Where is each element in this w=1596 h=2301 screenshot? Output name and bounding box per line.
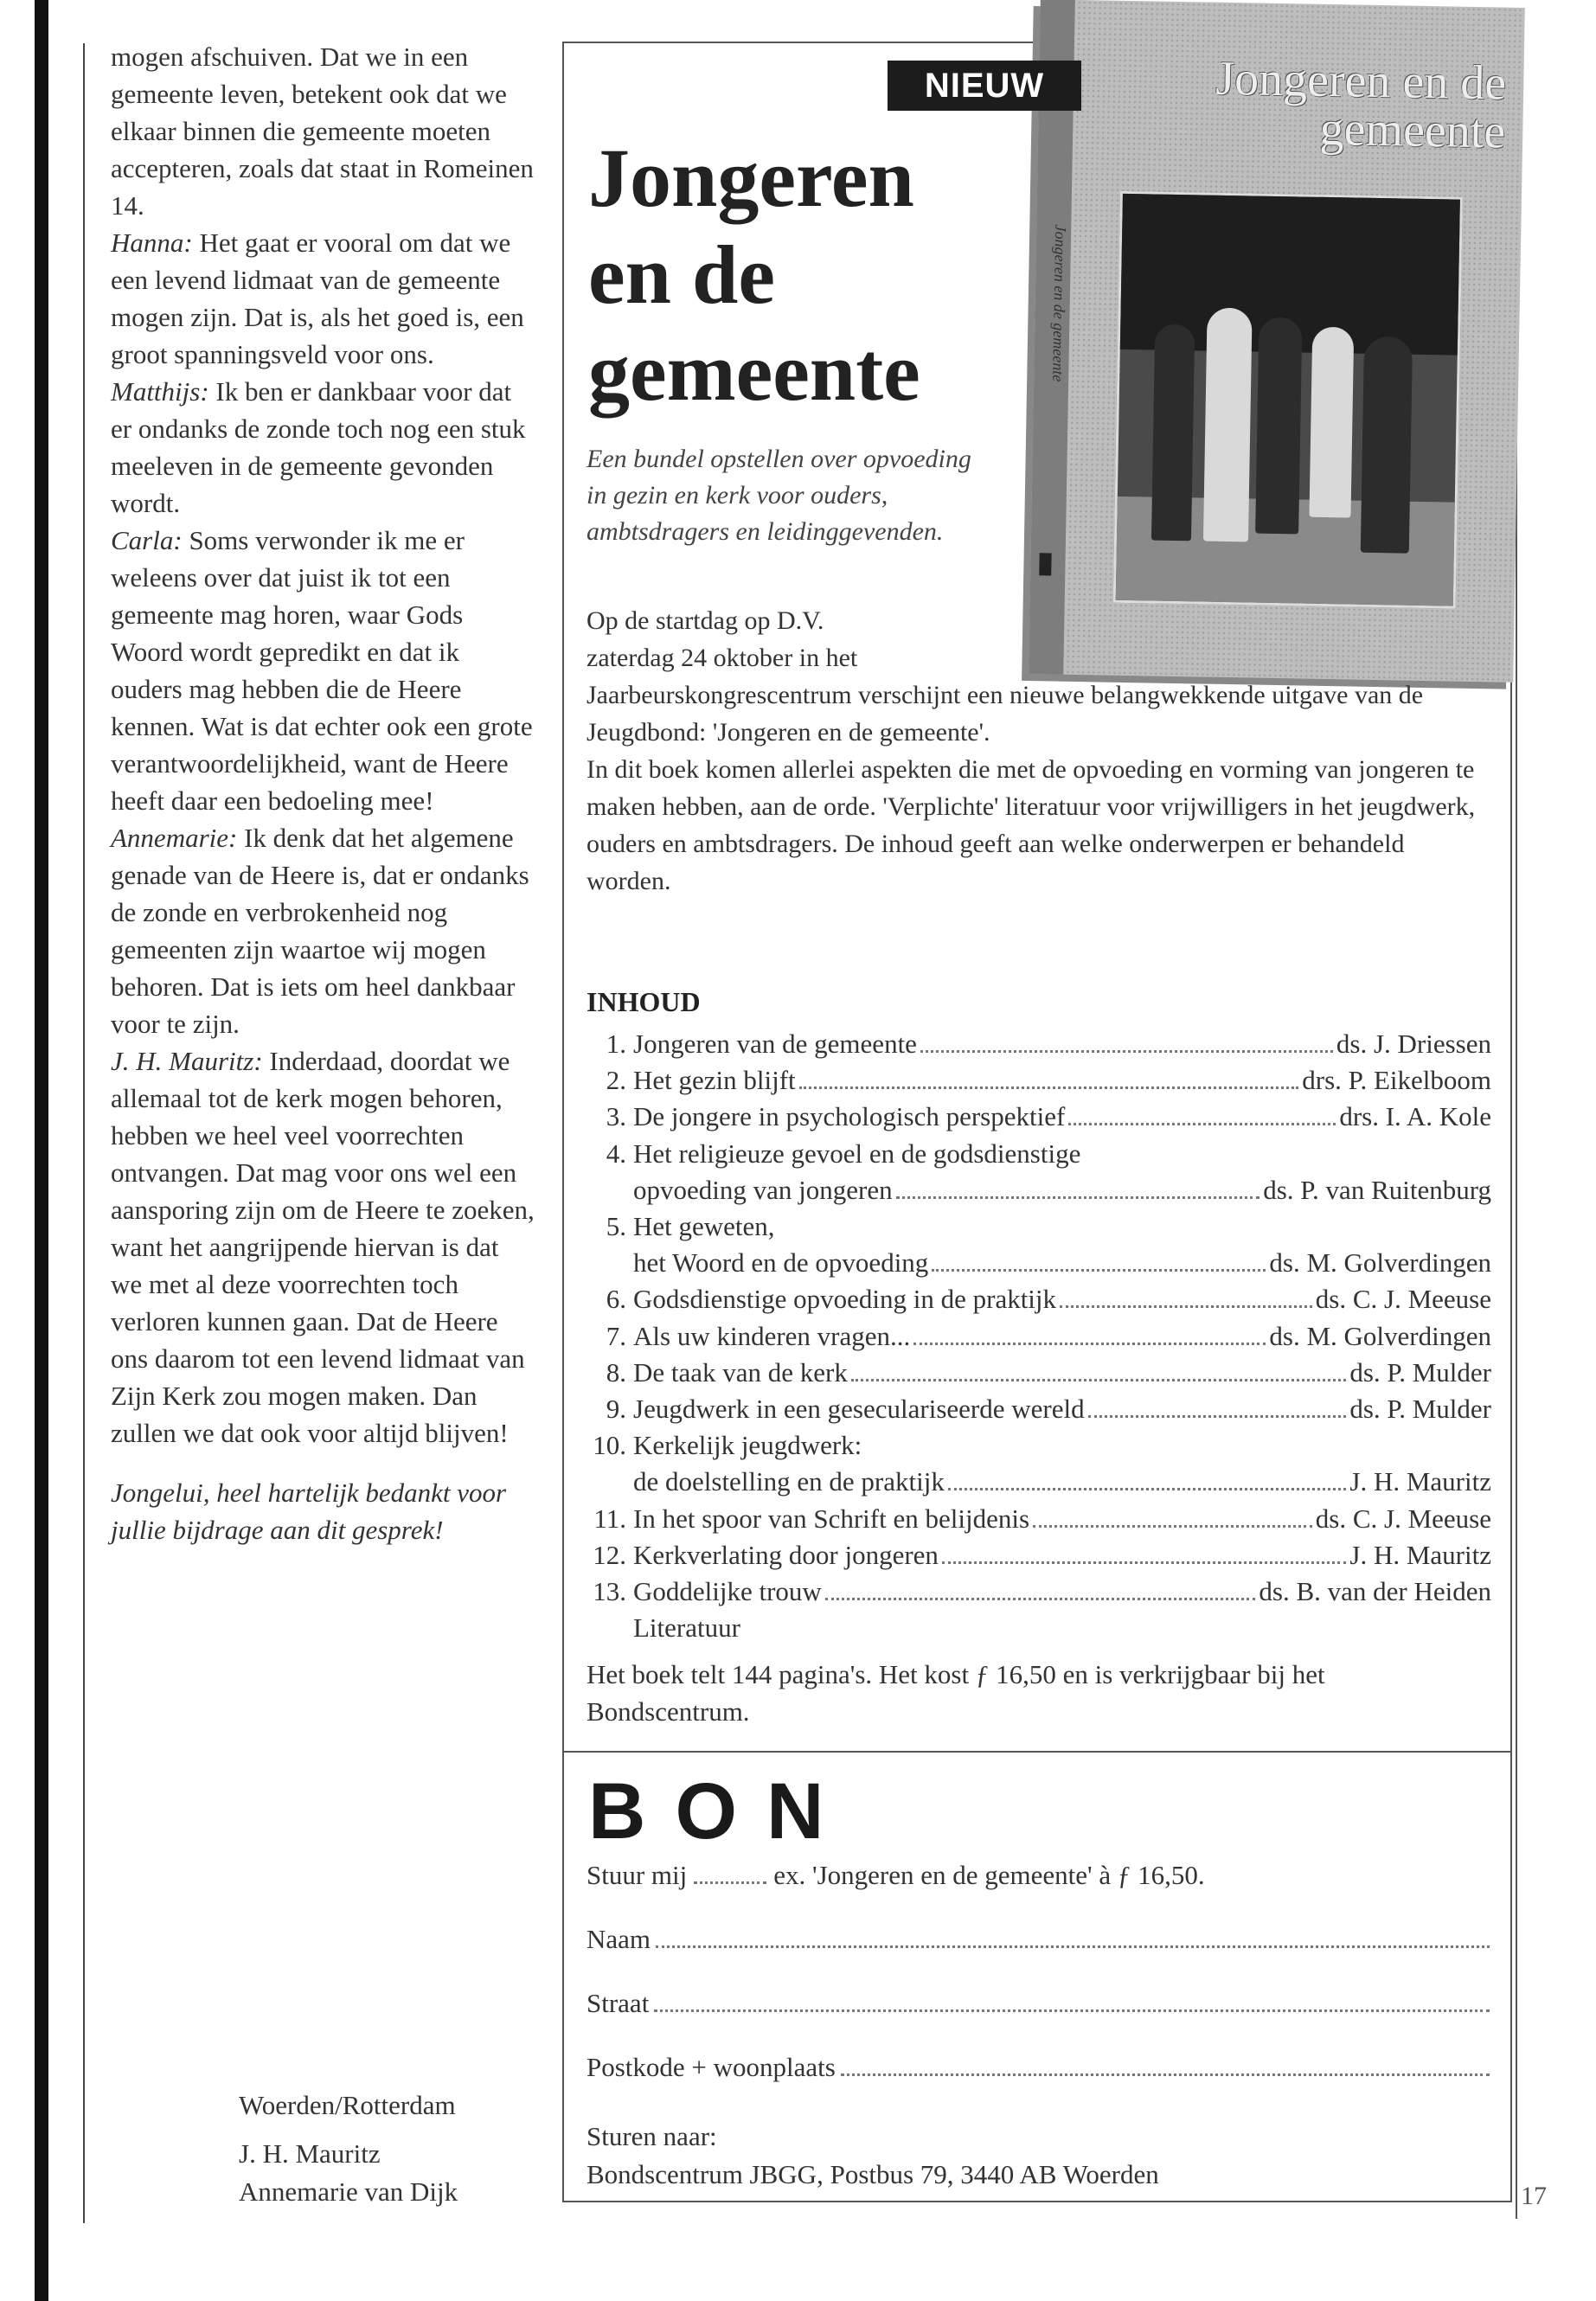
toc-title: opvoeding van jongeren [633,1174,893,1205]
toc-dot-leader [948,1488,1347,1490]
book-cover-photo [1113,191,1463,609]
toc-author: ds. C. J. Meeuse [1315,1284,1491,1315]
toc-number: 12. [593,1539,626,1570]
toc-number: 5. [606,1211,626,1242]
toc-item [588,1099,1491,1135]
page-edge-rule [1516,290,1517,2219]
toc-author: ds. M. Golverdingen [1269,1247,1491,1279]
toc-dot-leader [1033,1525,1312,1528]
sign-name-1: J. H. Mauritz [239,2138,381,2169]
page-binding-edge [35,0,48,2301]
photo-figure [1255,317,1302,535]
toc-author: ds. M. Golverdingen [1269,1320,1491,1351]
toc-title-part: Het religieuze gevoel en de godsdienstige [633,1138,1081,1169]
new-badge: NIEUW [888,61,1081,111]
intro-paragraph-2: In dit boek komen allerlei aspekten die met de opvoeding en vorming van jongeren te maken hebben, aan de orde. 'Verplichte' literatuur voor vrijwilligers in het jeugdwerk, ouders en ambtsdragers. De inhoud geeft aan welke onderwerpen er behandeld worden. [586,755,1476,895]
send-to [586,2118,1159,2194]
toc-item [588,1245,1491,1281]
intro-line-3: Jaarbeurskongrescentrum verschijnt een nieuwe belangwekkende uitgave van de Jeugdbond: 'Jongeren en de gemeente'. [586,681,1424,747]
coupon-separator [562,1751,1512,1753]
toc-author: J. H. Mauritz [1349,1466,1491,1497]
street-label: Straat [586,1988,650,2018]
toc-number: 8. [606,1356,626,1388]
paragraph-matthijs: Matthijs: Ik ben er dankbaar voor dat er ondanks de zonde toch nog een stuk meeleven in de gemeente gevonden wordt. [111,376,526,518]
signature-block [239,2086,458,2211]
page-number: 17 [1521,2182,1547,2210]
toc-dot-leader [799,1086,1299,1089]
table-of-contents [588,1026,1491,1646]
toc-item [588,1172,1491,1208]
toc-dot-leader [932,1269,1266,1272]
toc-number: 6. [606,1284,626,1315]
photo-figure [1361,336,1413,554]
name-label: Naam [586,1924,651,1954]
postcode-row [586,2052,1490,2116]
toc-dot-leader [851,1379,1346,1381]
sign-name-2: Annemarie van Dijk [239,2176,458,2207]
toc-author: drs. P. Eikelboom [1302,1065,1491,1096]
toc-author: ds. J. Driessen [1336,1029,1491,1059]
toc-item [588,1391,1491,1427]
paragraph-mauritz: J. H. Mauritz: Inderdaad, doordat we allemaal tot de kerk mogen behoren, hebben we heel veel voorrechten ontvangen. Dat mag voor ons wel een aansporing zijn om de Heere te zoeken, want het aangrijpende hiervan is dat we met al deze voorrechten toch verloren kunnen gaan. Dat de Heere ons daarom tot een levend lidmaat van Zijn Kerk zou mogen maken. Dan zullen we dat ook voor altijd blijven! [111,1046,535,1448]
book-cover-image [1029,0,1525,683]
toc-dot-leader [942,1561,1346,1564]
coupon-heading: BON [588,1767,854,1856]
toc-number: 9. [606,1394,626,1425]
left-column-rule [83,43,85,2223]
toc-dot-leader [896,1196,1260,1199]
toc-number: 2. [606,1065,626,1096]
toc-number: 4. [606,1138,626,1169]
toc-title: de doelstelling en de praktijk [633,1466,945,1497]
toc-author: ds. P. Mulder [1349,1356,1491,1388]
paragraph-carla: Carla: Soms verwonder ik me er weleens over dat juist ik tot een gemeente mag horen, waar Gods Woord wordt gepredikt en dat ik ouders mag hebben die de Heere kennen. Wat is dat echter ook een grote verantwoordelijkheid, want de Heere heeft daar een bedoeling mee! [111,525,533,816]
toc-title: het Woord en de opvoeding [633,1247,929,1279]
ad-intro [586,602,1477,900]
toc-number: 1. [606,1029,626,1059]
order-label-pre: Stuur mij [586,1860,688,1890]
toc-title: In het spoor van Schrift en belijdenis [633,1503,1030,1534]
toc-author: drs. I. A. Kole [1339,1101,1491,1132]
toc-item [588,1464,1491,1500]
name-field[interactable] [656,1945,1490,1948]
toc-title: Jeugdwerk in een geseculariseerde wereld [633,1394,1085,1425]
headline-line-3: gemeente [588,325,920,418]
toc-number: 11. [593,1503,626,1534]
toc-author: ds. B. van der Heiden [1259,1576,1491,1607]
book-spine-title: Jongeren en de gemeente [1049,224,1070,382]
toc-title: De jongere in psychologisch perspektief [633,1101,1066,1132]
paragraph-0: mogen afschuiven. Dat we in een gemeente leven, betekent ook dat we elkaar binnen die gemeente moeten accepteren, zoals dat staat in Romeinen 14. [111,42,534,221]
order-quantity-row [586,1860,1490,1924]
toc-number: 7. [606,1320,626,1351]
toc-item-heading [588,1427,1491,1464]
toc-dot-leader [1068,1123,1336,1125]
postcode-label: Postkode + woonplaats [586,2052,836,2082]
toc-item [588,1062,1491,1099]
intro-line-2: zaterdag 24 oktober in het [586,644,858,672]
toc-title-part: Kerkelijk jeugdwerk: [633,1430,862,1461]
toc-literature [588,1610,1491,1646]
toc-dot-leader [1060,1305,1312,1308]
toc-dot-leader [920,1050,1333,1053]
headline-line-2: en de [588,228,775,321]
paragraph-hanna: Hanna: Het gaat er vooral om dat we een levend lidmaat van de gemeente mogen zijn. Dat is, als het goed is, een groot spanningsveld voor ons. [111,228,524,369]
toc-dot-leader [1088,1415,1347,1418]
contents-heading: INHOUD [586,986,701,1017]
send-address: Bondscentrum JBGG, Postbus 79, 3440 AB Woerden [586,2159,1159,2189]
intro-line-1: Op de startdag op D.V. [586,606,824,635]
paragraph-annemarie: Annemarie: Ik denk dat het algemene genade van de Heere is, dat er ondanks de zonde en verbrokenheid nog gemeenten zijn waartoe wij mogen behoren. Dat is iets om heel dankbaar voor te zijn. [111,823,529,1039]
toc-title: Godsdienstige opvoeding in de praktijk [633,1284,1057,1315]
postcode-field[interactable] [841,2073,1490,2076]
name-row [586,1924,1490,1988]
toc-item [588,1026,1491,1062]
toc-title: De taak van de kerk [633,1356,848,1388]
sign-place: Woerden/Rotterdam [239,2090,456,2120]
toc-author: ds. P. Mulder [1349,1394,1491,1425]
toc-number: 3. [606,1101,626,1132]
closing-thanks: Jongelui, heel hartelijk bedankt voor jullie bijdrage aan dit gesprek! [111,1477,507,1545]
order-label-post: ex. 'Jongeren en de gemeente' à ƒ 16,50. [773,1860,1205,1890]
toc-dot-leader [825,1598,1256,1600]
toc-item [588,1318,1491,1355]
toc-author: J. H. Mauritz [1349,1539,1491,1570]
toc-title: Het gezin blijft [633,1065,796,1096]
toc-item [588,1574,1491,1610]
toc-author: ds. P. van Ruitenburg [1263,1174,1491,1205]
headline-line-1: Jongeren [588,131,914,224]
toc-literature-label: Literatuur [633,1612,740,1644]
street-row [586,1988,1490,2052]
toc-item-heading [588,1136,1491,1172]
order-coupon [586,1860,1490,2116]
toc-item [588,1355,1491,1391]
toc-item [588,1537,1491,1574]
toc-item [588,1281,1491,1317]
toc-dot-leader [913,1343,1266,1345]
photo-figure [1151,324,1195,542]
toc-title: Jongeren van de gemeente [633,1029,917,1059]
book-publisher-mark [1039,553,1051,575]
toc-title: Kerkverlating door jongeren [633,1539,939,1570]
toc-title: Goddelijke trouw [633,1576,822,1607]
price-text: Het boek telt 144 pagina's. Het kost ƒ 16,50 en is verkrijgbaar bij het Bondscentrum. [586,1659,1325,1727]
street-field[interactable] [654,2009,1490,2012]
book-cover-title: Jongeren en de gemeente [1215,51,1507,159]
toc-title-part: Het geweten, [633,1211,775,1242]
ad-subtitle: Een bundel opstellen over opvoeding in gezin en kerk voor ouders, ambtsdragers en leidinggevenden. [586,445,971,546]
ad-headline [588,130,1073,420]
interview-column [111,38,535,1548]
photo-figure [1203,308,1253,542]
toc-number: 13. [593,1576,626,1607]
quantity-field[interactable] [694,1881,766,1884]
toc-title: Als uw kinderen vragen... [633,1320,911,1351]
toc-item [588,1501,1491,1537]
toc-number: 10. [593,1430,626,1461]
photo-figure [1309,327,1354,518]
send-label: Sturen naar: [586,2121,717,2151]
price-info [586,1656,1460,1730]
toc-item-heading [588,1208,1491,1245]
toc-author: ds. C. J. Meeuse [1315,1503,1491,1534]
